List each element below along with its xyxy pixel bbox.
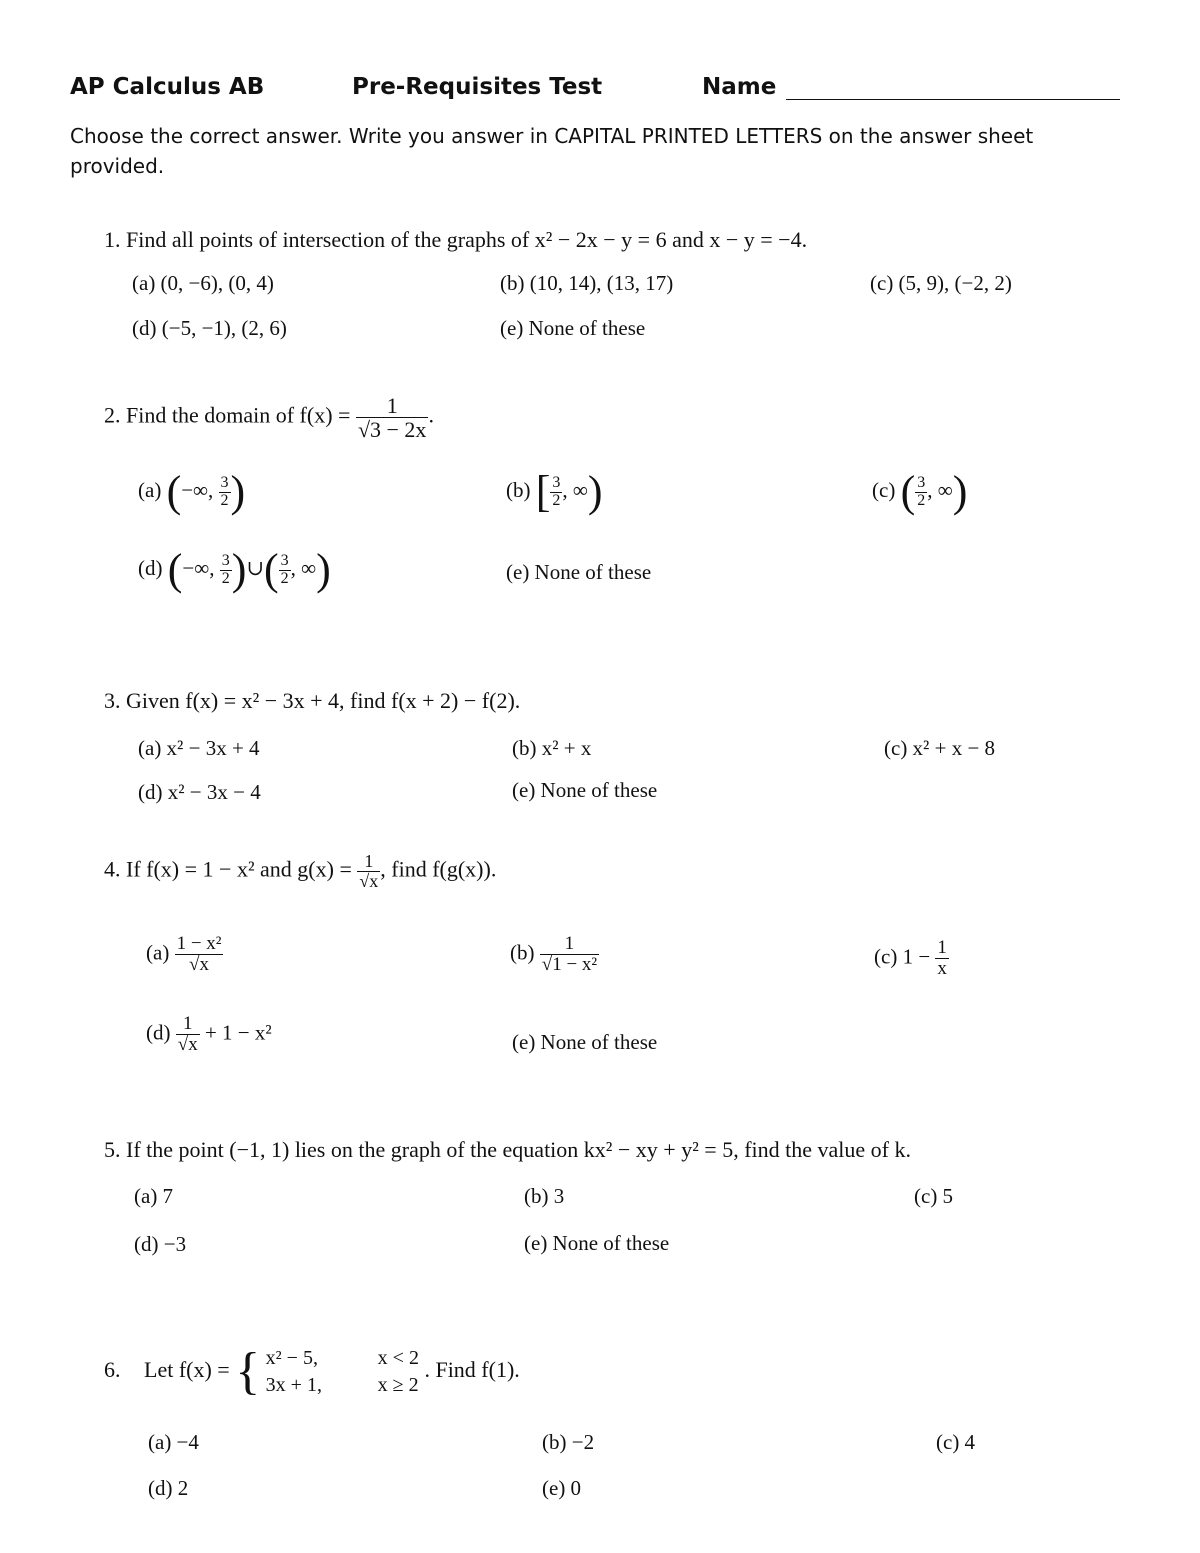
q2-option-e: (e) None of these	[506, 560, 652, 584]
case-expression: 3x + 1,	[265, 1374, 322, 1396]
interval-left: −∞,	[181, 477, 214, 502]
fraction	[175, 934, 224, 975]
fraction	[356, 394, 429, 441]
option-label: (b)	[506, 477, 531, 502]
interval-right: , ∞	[290, 555, 317, 580]
denominator: 2	[552, 491, 561, 509]
case-expression: x² − 5,	[265, 1347, 318, 1369]
q5-option-d: (d) −3	[134, 1232, 187, 1256]
case-condition: x < 2	[377, 1347, 419, 1369]
numerator: 3	[280, 551, 289, 569]
union-symbol: ∪	[246, 555, 264, 580]
piecewise-cases	[266, 1345, 419, 1399]
q4-option-b	[510, 934, 599, 975]
question-number: 1.	[104, 227, 121, 252]
option-label: (c)	[872, 477, 896, 502]
denominator: 2	[917, 491, 926, 509]
numerator: 3	[552, 473, 561, 491]
q1-option-a: (a) (0, −6), (0, 4)	[132, 271, 274, 295]
radicand: x	[369, 870, 379, 891]
q5-option-a: (a) 7	[134, 1184, 174, 1208]
question-text: Given f(x) = x² − 3x + 4, find f(x + 2) − f(2).	[126, 688, 521, 713]
numerator: 1	[386, 393, 398, 418]
q3-option-d: (d) x² − 3x − 4	[138, 780, 261, 804]
interval-right: , ∞	[927, 477, 953, 502]
question-1	[104, 227, 807, 253]
q4-option-c	[874, 938, 949, 979]
numerator: 3	[221, 551, 230, 569]
course-title: AP Calculus AB	[70, 74, 265, 100]
q1-option-d: (d) (−5, −1), (2, 6)	[132, 316, 287, 340]
option-label: (a)	[146, 940, 170, 965]
question-number: 2.	[104, 402, 121, 428]
fraction	[915, 475, 927, 510]
fraction	[935, 938, 949, 979]
fraction	[550, 475, 562, 510]
denominator: x	[937, 957, 947, 979]
q4-option-e: (e) None of these	[512, 1030, 658, 1054]
name-label: Name	[702, 74, 777, 100]
open-paren: (	[167, 545, 183, 594]
case-1	[266, 1345, 419, 1372]
radicand: x	[188, 1033, 198, 1055]
open-paren: (	[264, 545, 279, 594]
denominator: 2	[280, 569, 289, 587]
question-5	[104, 1137, 911, 1163]
interval-right: , ∞	[562, 477, 588, 502]
expression-right: + 1 − x²	[204, 1020, 272, 1045]
q1-option-e: (e) None of these	[500, 316, 646, 340]
radicand: 3 − 2x	[370, 417, 427, 443]
radicand: 1 − x²	[552, 953, 598, 975]
q1-option-b: (b) (10, 14), (13, 17)	[500, 271, 674, 295]
question-suffix: , find f(g(x)).	[380, 856, 497, 882]
option-label: (b)	[510, 940, 535, 965]
question-number: 3.	[104, 688, 121, 713]
radicand: x	[199, 953, 209, 975]
question-text: If f(x) = 1 − x² and g(x) =	[126, 856, 352, 882]
question-2: 2. Find the domain of f(x) = $\frac{1}{√3 - 2x}$ .	[104, 393, 434, 443]
close-paren: )	[587, 467, 603, 516]
option-label: (c)	[874, 944, 898, 969]
q5-option-b: (b) 3	[524, 1184, 565, 1208]
case-2	[266, 1372, 419, 1399]
q5-option-c: (c) 5	[914, 1184, 954, 1208]
q4-option-d	[146, 1014, 272, 1055]
numerator: 1	[564, 933, 575, 954]
question-text: Find the domain of f(x) =	[126, 402, 351, 428]
denominator: √1 − x²	[541, 953, 598, 975]
q6-option-d: (d) 2	[148, 1476, 189, 1500]
question-text: Let f(x) =	[144, 1357, 230, 1383]
close-paren: )	[230, 467, 246, 516]
option-label: (a)	[138, 477, 162, 502]
q2-option-c	[872, 467, 968, 516]
question-4	[104, 852, 496, 891]
q1-option-c: (c) (5, 9), (−2, 2)	[870, 271, 1012, 295]
close-paren: )	[231, 545, 247, 594]
option-label: (d)	[138, 555, 163, 580]
fraction	[176, 1014, 200, 1055]
name-field-line[interactable]	[786, 99, 1120, 100]
denominator: √x	[175, 954, 224, 975]
q6-option-b: (b) −2	[542, 1430, 595, 1454]
denominator: √x	[177, 1033, 198, 1055]
open-paren: (	[900, 467, 916, 516]
fraction	[220, 553, 232, 588]
question-text: If the point (−1, 1) lies on the graph of the equation kx² − xy + y² = 5, find the value of k.	[126, 1137, 911, 1162]
q2-option-b	[506, 467, 603, 516]
instructions-line-1: Choose the correct answer. Write you answer in CAPITAL PRINTED LETTERS on the answer sheet	[70, 124, 1034, 148]
numerator: 1	[182, 1013, 193, 1034]
q5-option-e: (e) None of these	[524, 1231, 670, 1255]
q2-option-a	[138, 467, 246, 516]
q6-option-e: (e) 0	[542, 1476, 582, 1500]
q3-option-e: (e) None of these	[512, 778, 658, 802]
fraction	[279, 553, 291, 588]
q3-option-a: (a) x² − 3x + 4	[138, 736, 260, 760]
numerator: 3	[917, 473, 926, 491]
q3-option-b: (b) x² + x	[512, 736, 592, 760]
q2-option-d	[138, 545, 331, 594]
open-paren: (	[166, 467, 182, 516]
test-title: Pre-Requisites Test	[352, 74, 603, 100]
question-suffix: . Find f(1).	[424, 1357, 520, 1383]
option-label: (d)	[146, 1020, 171, 1045]
fraction	[357, 852, 380, 891]
denominator: √3 − 2x	[357, 417, 427, 443]
expression-left: 1 −	[902, 944, 931, 969]
q4-option-a	[146, 934, 223, 975]
denominator: √x	[359, 870, 379, 891]
question-text: Find all points of intersection of the graphs of x² − 2x − y = 6 and x − y = −4.	[126, 227, 808, 252]
numerator: 1 − x²	[176, 933, 222, 954]
close-paren: )	[952, 467, 968, 516]
denominator: 2	[220, 491, 229, 509]
numerator: 1	[937, 937, 947, 958]
question-number: 4.	[104, 856, 121, 882]
close-paren: )	[316, 545, 331, 594]
q6-option-a: (a) −4	[148, 1430, 199, 1454]
denominator: 2	[221, 569, 230, 587]
case-condition: x ≥ 2	[377, 1374, 419, 1396]
q3-option-c: (c) x² + x − 8	[884, 736, 996, 760]
instructions-line-2: provided.	[70, 154, 165, 178]
q6-option-c: (c) 4	[936, 1430, 976, 1454]
open-bracket: [	[535, 467, 551, 516]
numerator: 3	[220, 473, 229, 491]
left-brace: {	[235, 1343, 261, 1400]
interval-left: −∞,	[182, 555, 215, 580]
fraction	[219, 475, 231, 510]
fraction	[540, 934, 599, 975]
question-6	[104, 1345, 520, 1399]
question-number: 6.	[104, 1357, 121, 1383]
question-3	[104, 688, 520, 714]
question-number: 5.	[104, 1137, 121, 1162]
numerator: 1	[364, 851, 374, 871]
